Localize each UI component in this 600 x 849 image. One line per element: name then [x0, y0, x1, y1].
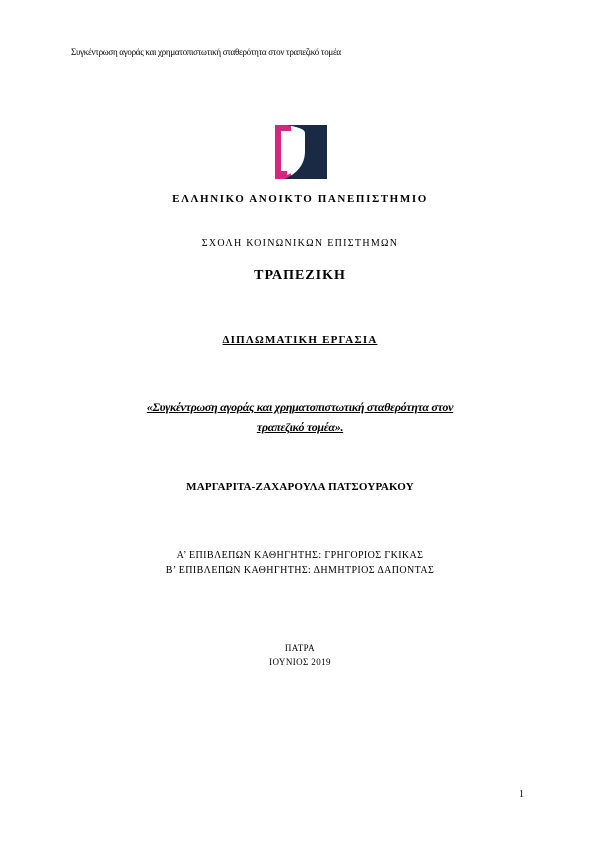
author-name: ΜΑΡΓΑΡΙΤΑ-ΖΑΧΑΡΟΥΛΑ ΠΑΤΣΟΥΡΑΚΟΥ: [186, 481, 414, 493]
school-name: ΣΧΟΛΗ ΚΟΙΝΩΝΙΚΩΝ ΕΠΙΣΤΗΜΩΝ: [201, 238, 399, 249]
supervisor-b: Β’ ΕΠΙΒΛΕΠΩΝ ΚΑΘΗΓΗΤΗΣ: ΔΗΜΗΤΡΙΟΣ ΔΑΠΟΝΤΑΣ: [165, 565, 435, 576]
supervisor-a: Α’ ΕΠΙΒΛΕΠΩΝ ΚΑΘΗΓΗΤΗΣ: ΓΡΗΓΟΡΙΟΣ ΓΚΙΚΑΣ: [176, 550, 424, 561]
logo-graphic: [275, 125, 327, 179]
place: ΠΑΤΡΑ: [284, 643, 316, 653]
logo-white-shape: [287, 135, 297, 175]
page-number: 1: [519, 789, 524, 800]
university-logo: [275, 125, 327, 179]
running-header: Συγκέντρωση αγοράς και χρηματοπιστωτική σταθερότητα στον τραπεζικό τομέα: [71, 47, 341, 57]
thesis-title-line-1: «Συγκέντρωση αγοράς και χρηματοπιστωτική σταθερότητα στον: [146, 400, 454, 414]
university-name: ΕΛΛΗΝΙΚΟ ΑΝΟΙΚΤΟ ΠΑΝΕΠΙΣΤΗΜΙΟ: [172, 193, 428, 205]
thesis-type: ΔΙΠΛΩΜΑΤΙΚΗ ΕΡΓΑΣΙΑ: [222, 334, 378, 346]
department-name: ΤΡΑΠΕΖΙΚΗ: [254, 268, 346, 283]
thesis-title-line-2: τραπεζικό τομέα».: [256, 420, 344, 434]
supervisors: [0, 548, 600, 578]
thesis-title: [0, 397, 600, 437]
date: ΙΟΥΝΙΟΣ 2019: [269, 657, 331, 667]
